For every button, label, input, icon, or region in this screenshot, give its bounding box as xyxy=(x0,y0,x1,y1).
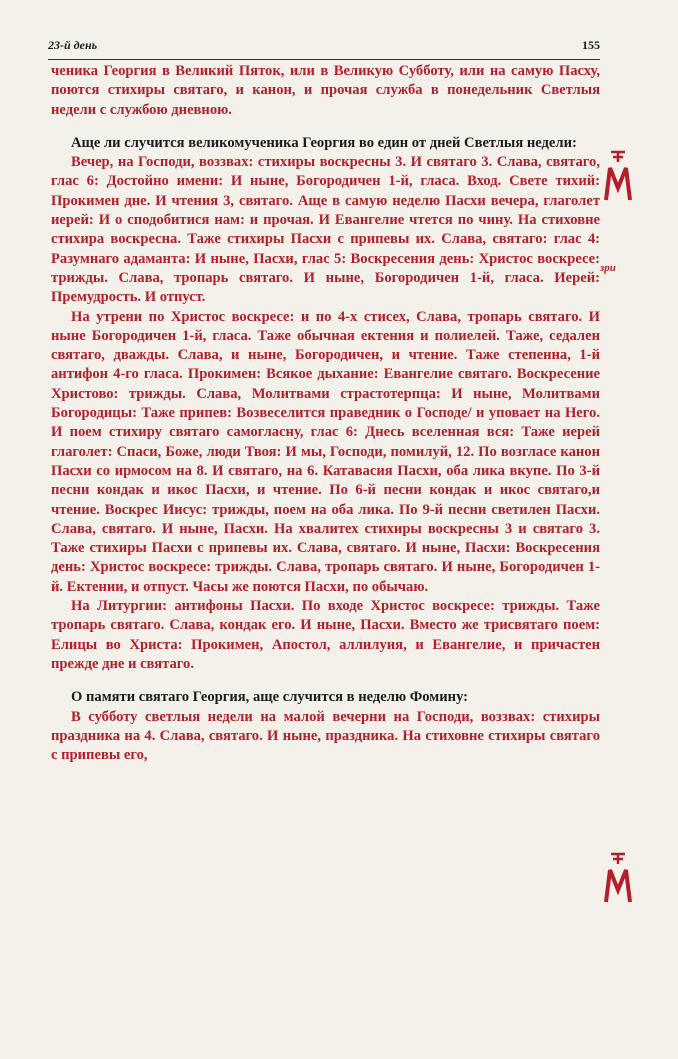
typikon-polyeleos-sign-icon xyxy=(603,852,633,904)
paragraph-5: На Литургии: антифоны Пасхи. По входе Христос воскресе: трижды. Таже тропарь святаго. Слава, кондак его. И ныне, Пасхи. Вместо же трисвятаго поем: Елицы во Христа: Прокимен, Апостол, аллилуия, и Евангелие, и причастен прежде дне и святаго. xyxy=(51,598,600,672)
running-head xyxy=(48,38,600,60)
paragraph-2: Аще ли случится великомученика Георгия во един от дней Светлыя недели: xyxy=(71,134,577,151)
margin-note: зри xyxy=(600,262,616,274)
typikon-polyeleos-sign-icon xyxy=(603,150,633,202)
paragraph-4: На утрени по Христос воскресе: и по 4-х стисех, Слава, тропарь святаго. И ныне Богородичен 1-й, гласа. Таже обычная ектения и полиелей. Таже, седален святаго, дважды. Слава, и ныне, Богородичен, и чтение. Таже степенна, 1-й антифон 4-го гласа. Прокимен: Всякое дыхание: Евангелие святаго. Воскресение Христово: трижды. Слава, Молитвами страстотерпца: И ныне, Молитвами Богородицы: Таже припев: Возвеселится праведник о Господе/ и уповает на Него. И поем стихиру святаго самогласну, глас 6: Днесь вселенная вся: Таже иерей глаголет: Спаси, Боже, люди Твоя: И мы, Господи, помилуй, 12. По возгласе канон Пасхи со ирмосом на 8. И святаго, на 6. Катавасия Пасхи, оба лика вкупе. По 3-й песни кондак и икос Пасхи, и чтение. По 6-й песни кондак и икос святаго,и чтение. Воскрес Иисус: трижды, поем на оба лика. По 9-й песни светилен Пасхи. Слава, святаго. И ныне, Пасхи. На хвалитех стихиры воскресны 3 и святаго 3. Таже стихиры Пасхи с припевы их. Слава, святаго. И ныне, Пасхи: Воскресения день: Христос воскресе: трижды. Слава, тропарь святаго. И ныне, Богородичен 1-й. Ектении, и отпуст. Часы же поются Пасхи, по обычаю. xyxy=(51,308,600,595)
body-text xyxy=(45,62,600,765)
book-page xyxy=(45,38,600,1018)
paragraph-3: Вечер, на Господи, воззвах: стихиры воскресны 3. И святаго 3. Слава, святаго, глас 6: Достойно имени: И ныне, Богородичен 1-й, гласа. Вход. Свете тихий: Прокимен дне. И чтения 3, святаго. Аще в самую неделю Пасхи вечера, глаголет иерей: И о сподобитися нам: и прочая. И Евангелие чтется по чину. На стиховне стихира воскресна. Таже стихиры Пасхи с припевы их. Слава, святаго: глас 4: Разумнаго адаманта: И ныне, Пасхи, глас 5: Воскресения день: Христос воскресе: трижды. Слава, тропарь святаго. И ныне, Богородичен 1-й, гласа. Иерей: Премудрость. И отпуст. xyxy=(51,154,600,306)
page-number: 155 xyxy=(582,38,600,52)
paragraph-6: О памяти святаго Георгия, аще случится в неделю Фомину: xyxy=(71,689,469,706)
paragraph-1: ченика Георгия в Великий Пяток, или в Великую Субботу, или на самую Пасху, поются стихиры святаго, и канон, и прочая служба в понедельник Светлыя недели с службою дневною. xyxy=(51,63,600,118)
running-head-title: 23-й день xyxy=(48,38,98,52)
paragraph-7: В субботу светлыя недели на малой вечерни на Господи, воззвах: стихиры праздника на 4. Слава, святаго. И ныне, праздника. На стиховне стихиры святаго с припевы его, xyxy=(51,708,600,764)
